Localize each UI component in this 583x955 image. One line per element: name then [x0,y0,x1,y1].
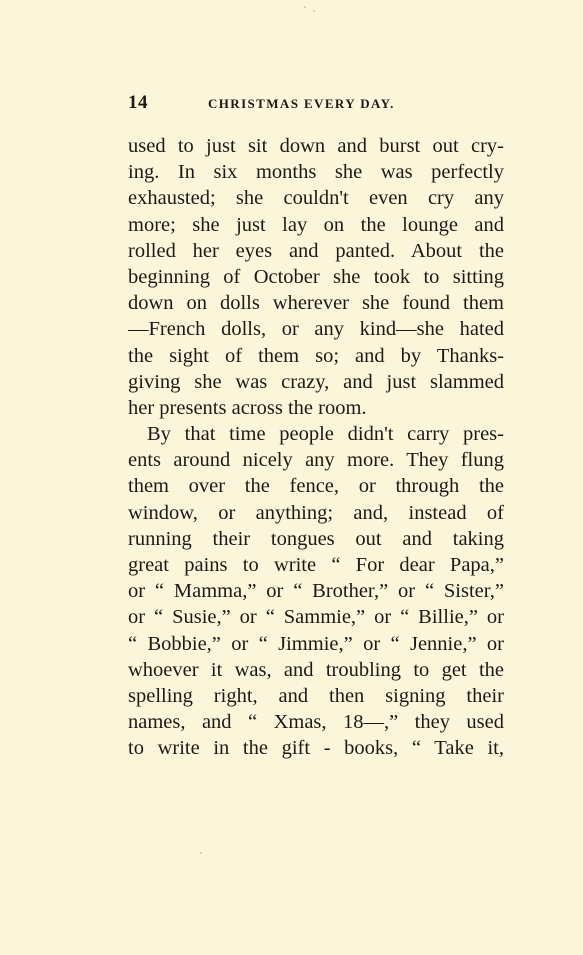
text-line: the sight of them so; and by Thanks- [128,344,504,367]
page-number: 14 [128,92,148,113]
text-line: By that time people didn't carry pres- [147,423,504,446]
text-line: names, and “ Xmas, 18—,” they used [128,711,504,734]
text-line: ing. In six months she was perfectly [128,161,504,184]
paper-speck [304,6,306,8]
text-line: them over the fence, or through the [128,475,504,498]
paragraph-2 [128,421,504,761]
paper-speck [313,10,315,12]
text-line: used to just sit down and burst out cry- [128,135,504,157]
text-line: —French dolls, or any kind—she hated [128,318,504,341]
text-line: great pains to write “ For dear Papa,” [128,554,504,576]
text-line: down on dolls wherever she found them [128,292,504,315]
text-line: to write in the gift - books, “ Take it, [128,737,504,760]
text-line: spelling right, and then signing their [128,684,504,707]
running-head [128,92,504,116]
text-line: or “ Susie,” or “ Sammie,” or “ Billie,” or [128,606,504,629]
text-line: whoever it was, and troubling to get the [128,658,504,681]
text-line: exhausted; she couldn't even cry any [128,187,504,210]
paragraph-1 [128,133,504,421]
text-line: window, or anything; and, instead of [128,501,504,524]
text-line: beginning of October she took to sitting [128,265,504,288]
text-line: giving she was crazy, and just slammed [128,370,504,393]
text-line: more; she just lay on the lounge and [128,213,504,236]
running-title: CHRISTMAS EVERY DAY. [208,96,395,111]
body-text [128,133,504,762]
paper-speck [200,852,202,854]
text-line: ents around nicely any more. They flung [128,449,504,472]
text-line: or “ Mamma,” or “ Brother,” or “ Sister,” [128,580,504,603]
text-line: “ Bobbie,” or “ Jimmie,” or “ Jennie,” or [128,632,504,655]
text-line: rolled her eyes and panted. About the [128,239,504,262]
text-line: running their tongues out and taking [128,527,504,550]
text-line: her presents across the room. [128,396,367,419]
